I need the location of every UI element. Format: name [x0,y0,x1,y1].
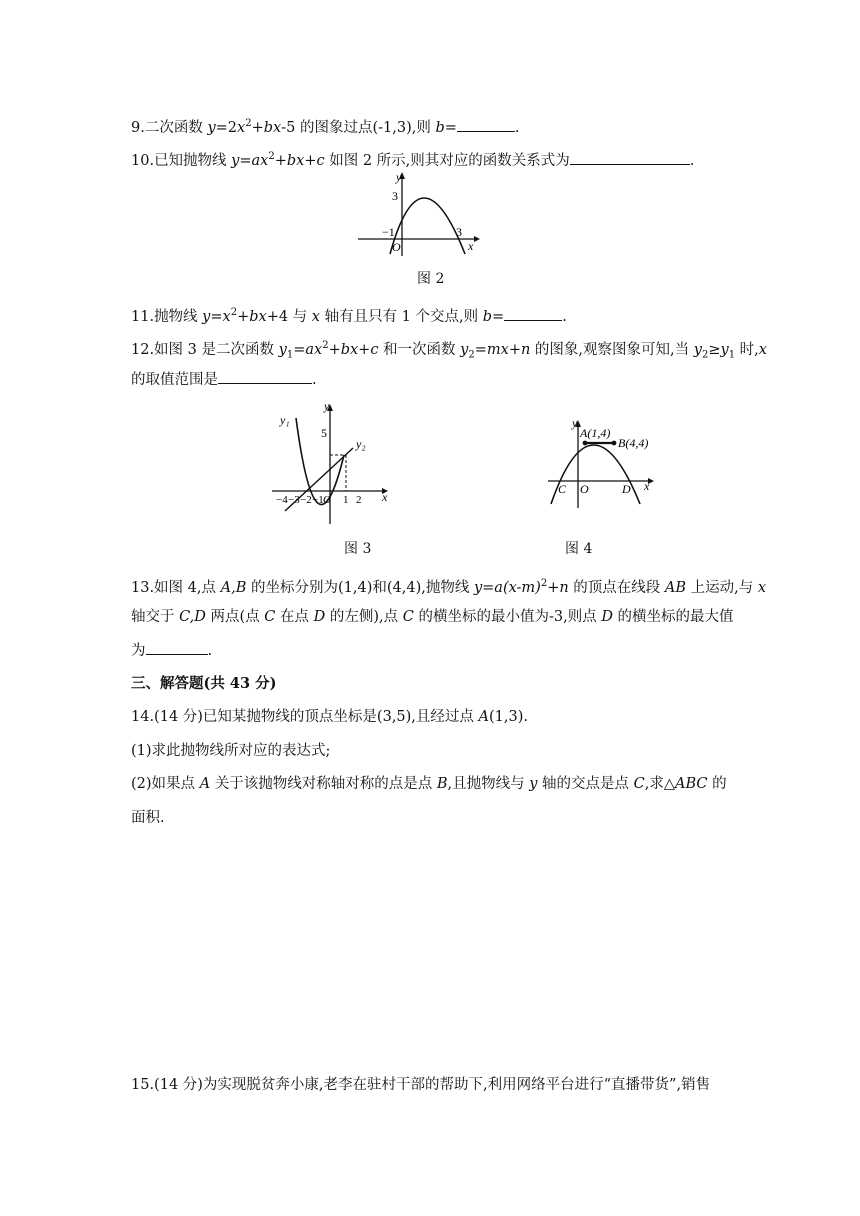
q14-var: C [633,776,645,792]
tick-x-3: 3 [456,225,462,239]
q12-expr: +bx+c [328,341,379,358]
figure-3 [268,398,394,530]
q13-text: . [207,643,213,659]
q14-text: 14.(14 分)已知某抛物线的顶点坐标是(3,5),且经过点 [131,709,479,725]
question-15: 15.(14 分)为实现脱贫奔小康,老李在驻村干部的帮助下,利用网络平台进行“直播带货”,销售 [131,1077,711,1093]
q12-text: . [312,372,317,388]
q12-expr: =ax [293,341,323,358]
q14-text: 关于该抛物线对称轴对称的点是点 [210,776,437,792]
q13-text: 的横坐标的最大值 [612,609,734,625]
q12-sub: 2 [701,349,709,361]
curve-label-y1: y₁ [280,413,290,427]
q12-var: y [460,341,469,358]
q9-number: 9. [131,119,145,136]
q12-sub: 2 [468,349,475,361]
q12-text: 和一次函数 [378,341,461,358]
q11-expr: +bx [237,308,267,325]
q9-var: x [237,119,246,136]
y-label: y [572,416,578,430]
label-a: A(1,4) [580,426,611,440]
question-12-line-2 [131,369,317,390]
q14-var: A [199,776,211,792]
question-11 [131,303,567,327]
q14-var: y [529,776,538,792]
q13-text: 的坐标分别为(1,4)和(4,4),抛物线 [246,579,474,596]
question-10 [131,147,694,171]
q10-number: 10. [131,152,155,169]
tick-3: 3 [392,189,398,203]
label-d: D [622,482,631,496]
q14-text: ,且抛物线与 [447,776,530,792]
q10-text: 如图 2 所示,则其对应的函数关系式为 [324,152,570,169]
x-axis-arrow [474,236,480,242]
tick-minus-1: −1 [312,494,324,506]
answer-blank [146,640,208,655]
q12-expr: =mx+n [474,341,531,358]
origin-label: O [392,240,401,254]
section-heading: 三、解答题(共 43 分) [131,675,277,692]
q9-text: =2 [215,119,238,136]
tick-1: 1 [343,494,349,506]
q11-number: 11. [131,308,155,325]
q12-var: y [720,341,729,358]
y-label: y [324,399,330,413]
q14-text: (1,3). [489,709,528,725]
q13-text: 的左侧),点 [325,609,403,625]
tick-5: 5 [321,426,327,440]
q13-var: C [264,609,276,625]
question-12 [131,336,767,366]
q11-text: +4 与 [266,308,312,325]
q9-text: = [444,119,457,136]
x-label: x [468,239,474,253]
q13-var: D [601,609,613,625]
answer-blank [457,117,515,132]
q10-text: 已知抛物线 [154,152,232,169]
q13-text: 的顶点在线段 [568,579,665,596]
q14-text: (2)如果点 [131,776,200,792]
q12-sub: 1 [286,349,294,361]
tick-2: 2 [356,494,362,506]
q9-text: -5 的图象过点(-1,3),则 [281,119,436,136]
figure-4-caption: 图 4 [565,541,593,557]
q13-text: 两点(点 [205,609,265,625]
q9-text: + [251,119,264,136]
q11-text: 抛物线 [154,308,203,325]
q9-sup: 2 [245,118,252,129]
question-13-line-2 [131,607,734,627]
figure-3-caption: 图 3 [344,541,372,557]
q13-var: AB [664,579,687,596]
q12-text: 时, [735,341,759,358]
q14-var: B [436,776,448,792]
point-b [612,441,617,446]
question-13 [131,574,766,598]
q13-text: 在点 [275,609,314,625]
q13-expr: y=a(x-m) [473,579,541,596]
q10-sup: 2 [268,151,275,162]
label-b: B(4,4) [618,436,649,450]
question-14-part-1: (1)求此抛物线所对应的表达式; [131,743,331,759]
q10-expr: y=ax [231,152,269,169]
question-14-part-2-line-2: 面积. [131,810,165,826]
x-label: x [644,479,650,493]
q13-var: A,B [220,579,247,596]
figure-2-caption: 图 2 [417,271,445,287]
q13-expr: +n [547,579,569,596]
q9-text: . [514,119,520,136]
q12-symbol: ≥ [708,341,721,358]
q11-text: . [562,308,567,325]
q13-text: 轴交于 [131,609,180,625]
q10-text: . [689,152,695,169]
q13-var: D [313,609,326,625]
y-label: y [396,170,402,184]
q11-expr: y=x [202,308,231,325]
q12-var: x [758,341,767,358]
q14-text: 轴的交点是点 [537,776,634,792]
q12-text: 的图象,观察图象可知,当 [530,341,694,358]
q11-var: b [482,308,493,325]
figure-2 [352,170,482,258]
q9-var: bx [263,119,282,136]
q14-text: ,求△ [644,776,676,792]
q14-var: ABC [675,776,708,792]
origin-label: O [580,482,589,496]
tick-minus-4: −4 [276,494,288,506]
q13-var: C [402,609,414,625]
label-c: C [558,482,567,496]
q12-text: 的取值范围是 [131,372,218,388]
origin-label: O [323,494,331,506]
q12-var: y [278,341,287,358]
tick-minus-1: −1 [382,225,395,239]
x-label: x [382,490,388,504]
q9-var: b [435,119,445,136]
figure-4 [544,414,664,514]
question-14-part-2 [131,774,727,794]
q12-sup: 2 [322,340,329,351]
answer-blank [504,306,562,321]
q9-var: y [207,119,216,136]
q13-text: 的横坐标的最小值为-3,则点 [413,609,602,625]
tick-minus-3: −3 [288,494,300,506]
q12-text: 12.如图 3 是二次函数 [131,341,279,358]
q11-var: x [311,308,320,325]
point-a [583,441,588,446]
q13-text: 为 [131,643,146,659]
q11-text: = [492,308,505,325]
question-14 [131,707,528,727]
q13-sup: 2 [540,578,548,589]
q12-var: y [693,341,702,358]
answer-blank [570,150,690,165]
q11-sup: 2 [230,307,238,318]
answer-blank [218,369,312,384]
q9-text: 二次函数 [144,119,208,136]
q14-var: A [478,709,490,725]
q13-text: 13.如图 4,点 [131,579,221,596]
parabola [390,198,465,254]
tick-minus-2: −2 [300,494,312,506]
question-9 [131,114,520,138]
q10-expr: +bx+c [274,152,325,169]
q12-sub: 1 [728,349,736,361]
q13-var: x [757,579,767,596]
q13-var: C,D [179,609,206,625]
q11-text: 轴有且只有 1 个交点,则 [319,308,483,325]
q13-text: 上运动,与 [686,579,758,596]
question-13-line-3 [131,640,212,661]
q14-text: 的 [707,776,727,792]
curve-label-y2: y₂ [356,437,366,451]
